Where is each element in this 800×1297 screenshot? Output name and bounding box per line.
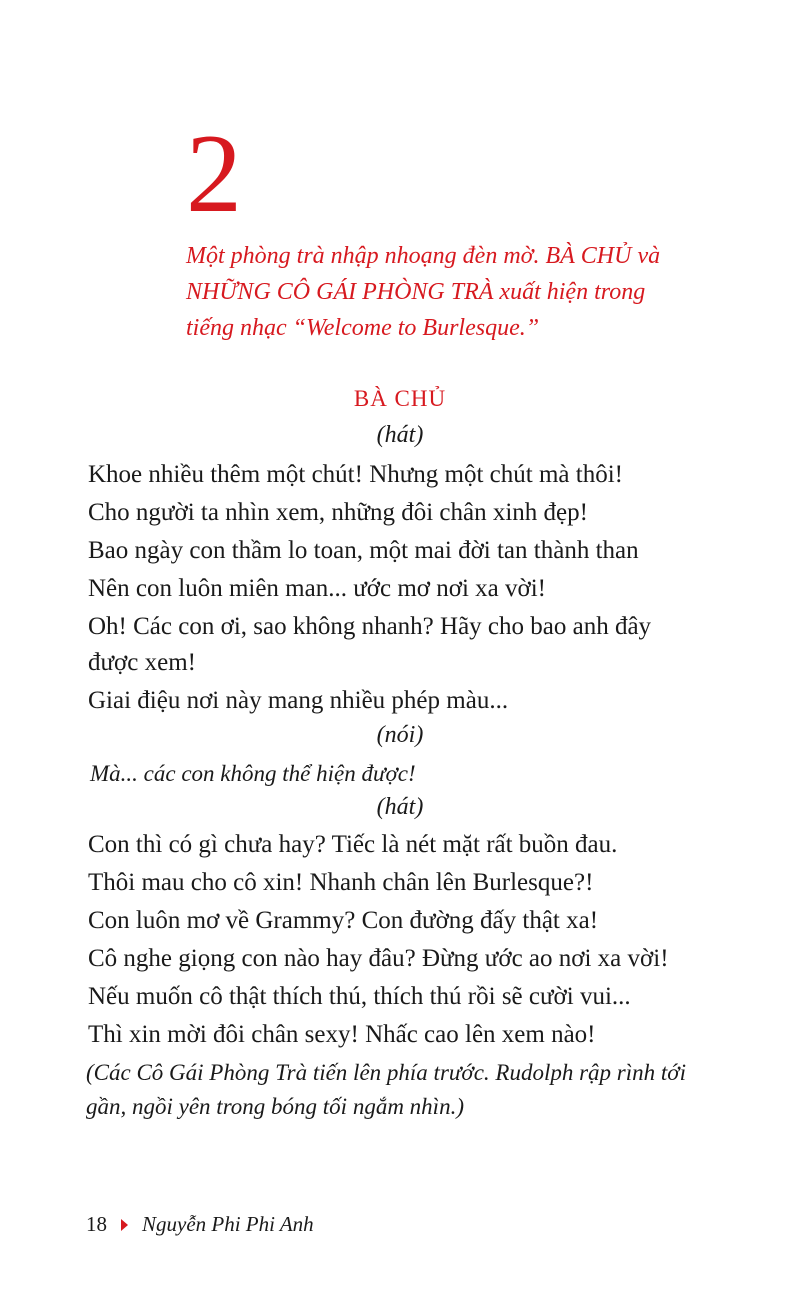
- stage-direction-line: (Các Cô Gái Phòng Trà tiến lên phía trước. Rudolph rập rình tới: [86, 1060, 686, 1085]
- lyric-line: Cho người ta nhìn xem, những đôi chân xinh đẹp!: [88, 499, 588, 526]
- lyric-line: Nên con luôn miên man... ước mơ nơi xa vời!: [88, 575, 547, 602]
- closing-stage-direction: [86, 1056, 766, 1124]
- lyric-line: Nếu muốn cô thật thích thú, thích thú rồi sẽ cười vui...: [88, 983, 631, 1010]
- intro-direction-line: NHỮNG CÔ GÁI PHÒNG TRÀ xuất hiện trong: [186, 279, 646, 305]
- page-footer: [86, 1212, 314, 1237]
- author-name: Nguyễn Phi Phi Anh: [142, 1212, 314, 1236]
- lyric-line: Thôi mau cho cô xin! Nhanh chân lên Burlesque?!: [88, 869, 594, 896]
- cue-speak: (nói): [376, 722, 424, 748]
- triangle-marker-icon: [121, 1219, 128, 1231]
- scene-number: 2: [186, 112, 242, 236]
- cue-sing: (hát): [376, 422, 424, 448]
- page-number: 18: [86, 1212, 107, 1236]
- cue-sing: (hát): [376, 794, 424, 820]
- lyric-line: Giai điệu nơi này mang nhiều phép màu...: [88, 687, 509, 714]
- lyric-line: Khoe nhiều thêm một chút! Nhưng một chút mà thôi!: [88, 461, 623, 488]
- lyric-line: Bao ngày con thầm lo toan, một mai đời tan thành than: [88, 537, 639, 564]
- lyric-line: Cô nghe giọng con nào hay đâu? Đừng ước ao nơi xa vời!: [88, 945, 669, 972]
- spoken-line: Mà... các con không thể hiện được!: [90, 761, 416, 786]
- intro-direction-line: Một phòng trà nhập nhoạng đèn mờ. BÀ CHỦ và: [186, 243, 661, 269]
- lyric-line: Oh! Các con ơi, sao không nhanh? Hãy cho bao anh đây: [88, 613, 652, 640]
- intro-stage-direction: [186, 238, 746, 346]
- intro-direction-line: tiếng nhạc “Welcome to Burlesque.”: [186, 315, 540, 341]
- lyric-line: Con luôn mơ về Grammy? Con đường đấy thật xa!: [88, 907, 599, 934]
- lyric-line: Con thì có gì chưa hay? Tiếc là nét mặt rất buồn đau.: [88, 831, 618, 858]
- stage-direction-line: gần, ngồi yên trong bóng tối ngắm nhìn.): [86, 1094, 464, 1119]
- character-name: BÀ CHỦ: [353, 386, 447, 411]
- lyric-line: được xem!: [88, 649, 196, 676]
- lyric-line: Thì xin mời đôi chân sexy! Nhấc cao lên xem nào!: [88, 1021, 596, 1048]
